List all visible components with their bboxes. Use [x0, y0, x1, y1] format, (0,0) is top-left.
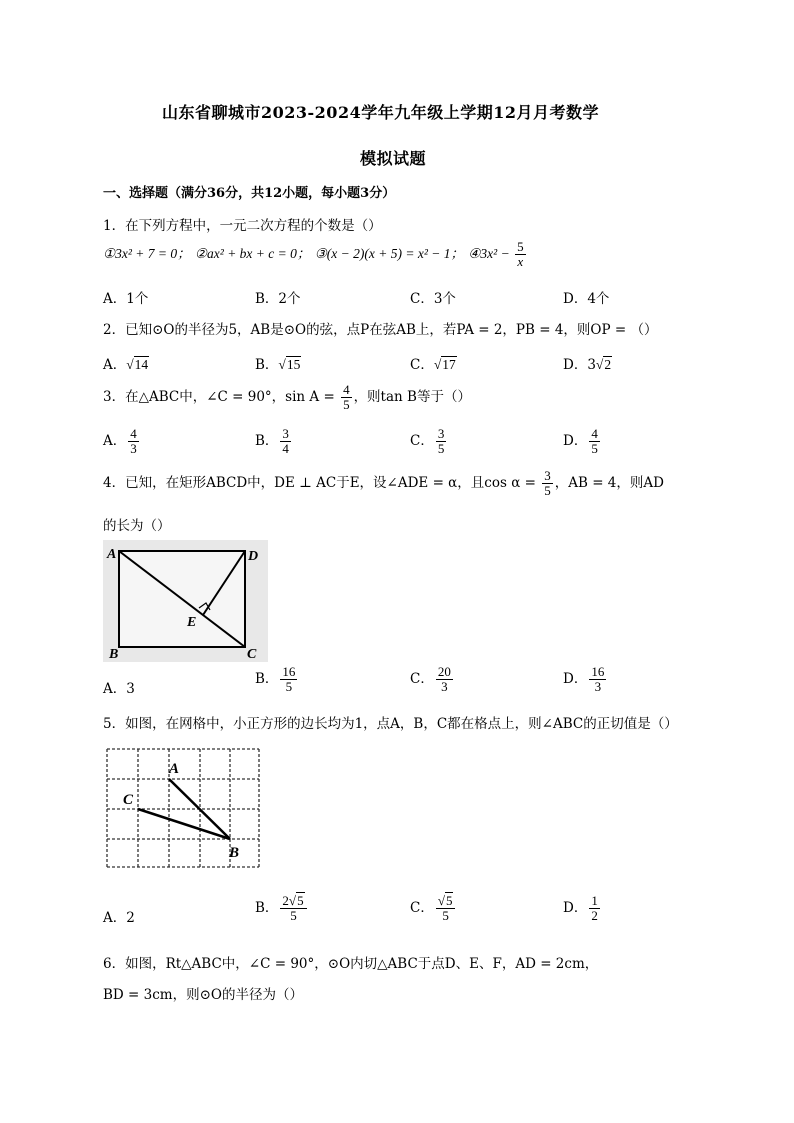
q4-label-e: E	[187, 615, 197, 630]
q3-option-b: B． $\frac{3}{4}$	[255, 426, 289, 456]
q1-option-c: C．3个	[410, 291, 456, 307]
q2-option-c: C．√17	[410, 357, 456, 373]
q5-option-a: A．2	[103, 910, 135, 926]
q1-stem: 1．在下列方程中，一元二次方程的个数是（）	[103, 218, 382, 234]
q5-label-c: C	[123, 792, 134, 808]
q4-option-c: C． $\frac{20}{3}$	[410, 664, 451, 694]
q5-option-d: D． $\frac{1}{2}$	[563, 893, 598, 923]
q5-option-b: B． $\frac{2√5}{5}$	[255, 894, 309, 923]
q6-stem-line1: 6．如图，Rt△ABC中，∠C = 90°，⊙O内切△ABC于点D、E、F，AD = 2cm，	[103, 956, 599, 972]
q5-option-c: C． $\frac{√5}{5}$	[410, 894, 457, 923]
q1-equations	[103, 240, 528, 269]
q4-option-d: D． $\frac{16}{3}$	[563, 664, 605, 694]
q4-label-b: B	[109, 647, 119, 662]
q5-stem: 5．如图，在网格中，小正方形的边长均为1，点A，B，C都在格点上，则∠ABC的正切值是（）	[103, 716, 678, 732]
q3-option-d: D． $\frac{4}{5}$	[563, 426, 598, 456]
paper-title-line2: 模拟试题	[360, 149, 427, 168]
q6-stem-line2: BD = 3cm，则⊙O的半径为（）	[103, 987, 303, 1003]
q3-option-a: A． $\frac{4}{3}$	[103, 426, 137, 456]
q1-eq1: ①3x² + 7 = 0；	[103, 246, 191, 261]
q4-stem: 4．已知，在矩形ABCD中，DE ⊥ AC于E，设∠ADE = α，且cos α = $\frac{3}{5}$ ，AB = 4，则AD	[103, 468, 664, 498]
paper-title-line1: 山东省聊城市2023-2024学年九年级上学期12月月考数学	[162, 103, 599, 122]
q1-eq4-fraction: $\frac{5}{x}$	[517, 239, 524, 269]
q5-label-b: B	[229, 845, 240, 861]
q1-eq2: ②ax² + bx + c = 0；	[194, 246, 311, 261]
q5-label-a: A	[169, 761, 180, 777]
q4-rectangle-figure	[103, 540, 268, 662]
q2-stem: 2．已知⊙O的半径为5，AB是⊙O的弦，点P在弦AB上，若PA = 2，PB = 4，则OP = （）	[103, 322, 658, 338]
q4-option-b: B． $\frac{16}{5}$	[255, 664, 296, 694]
q1-eq4: ④3x² −	[468, 246, 514, 261]
q1-option-a: A．1个	[103, 291, 149, 307]
q4-label-c: C	[247, 647, 257, 662]
q2-option-a: A．√14	[103, 357, 149, 373]
q2-option-b: B．√15	[255, 357, 301, 373]
q3-option-c: C． $\frac{3}{5}$	[410, 426, 445, 456]
q1-option-d: D．4个	[563, 291, 610, 307]
q1-option-b: B．2个	[255, 291, 301, 307]
q4-stem-line2: 的长为（）	[103, 518, 171, 534]
q3-stem: 3．在△ABC中，∠C = 90°，sin A = $\frac{4}{5}$ ，则tan B等于（）	[103, 382, 471, 412]
q4-label-d: D	[248, 549, 259, 564]
q4-label-a: A	[107, 547, 117, 562]
q2-option-d: D．3√2	[563, 357, 612, 373]
q1-eq3: ③(x − 2)(x + 5) = x² − 1；	[314, 246, 464, 261]
q4-option-a: A．3	[103, 681, 135, 697]
section-heading-choice: 一、选择题（满分36分，共12小题，每小题3分）	[103, 186, 396, 201]
q5-grid-figure	[103, 745, 263, 870]
